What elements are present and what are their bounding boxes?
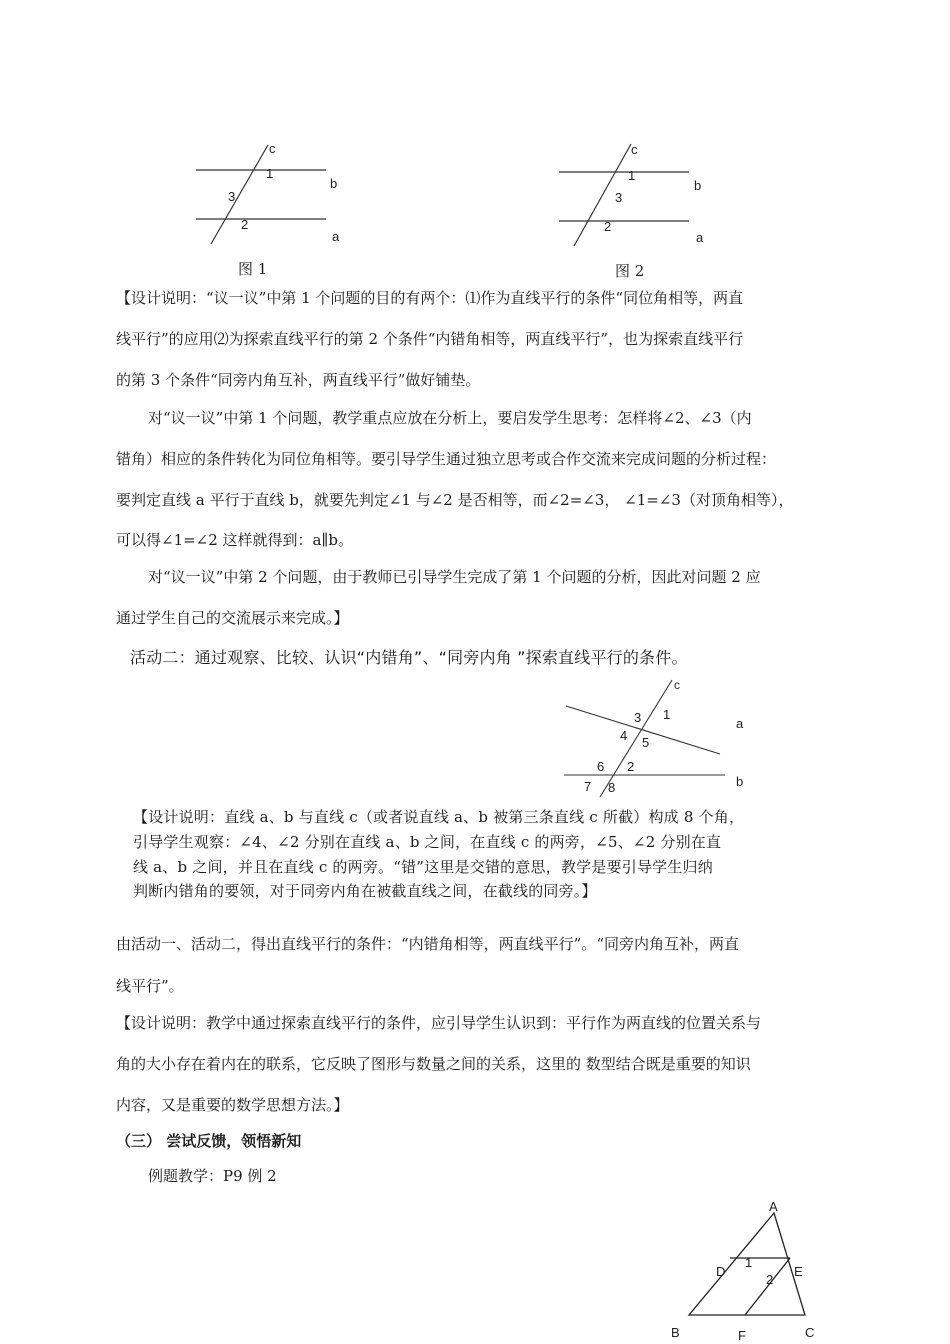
conclusion-line-2: 线平行”。: [116, 977, 184, 995]
figure-2: [555, 138, 725, 253]
line-c: [211, 145, 268, 244]
figure-3-diagram: [560, 672, 760, 797]
label-2: 2: [604, 219, 612, 234]
design-note-3-line-1: 【设计说明：教学中通过探索直线平行的条件，应引导学生认识到：平行作为两直线的位置关系与: [116, 1014, 762, 1032]
design-note-3-line-2: 角的大小存在着内在的联系，它反映了图形与数量之间的关系，这里的 数型结合既是重要的知识: [116, 1055, 751, 1073]
design-note-2-line-3: 线 a、b 之间，并且在直线 c 的两旁。“错”这里是交错的意思，教学是要引导学生归纳: [133, 858, 713, 876]
activity-2-heading: 活动二：通过观察、比较、认识“内错角”、“同旁内角 ”探索直线平行的条件。: [130, 648, 688, 667]
line-c: [574, 144, 631, 246]
label-a: a: [736, 716, 744, 731]
label-b: b: [694, 178, 702, 193]
design-note-2-line-4: 判断内错角的要领，对于同旁内角在被截直线之间，在截线的同旁。】: [133, 882, 597, 900]
design-note-2-line-1: 【设计说明：直线 a、b 与直线 c（或者说直线 a、b 被第三条直线 c 所截）构成 8 个角，: [133, 808, 745, 826]
figure-3: [560, 672, 760, 797]
label-2: 2: [627, 759, 635, 774]
label-2: 2: [241, 217, 249, 232]
figure-4-diagram: [660, 1195, 840, 1344]
label-1: 1: [266, 166, 274, 181]
paragraph-2-line-3: 要判定直线 a 平行于直线 b，就要先判定∠1 与∠2 是否相等，而∠2=∠3， ∠1=∠3（对顶角相等），: [116, 491, 794, 509]
figure-4: [660, 1195, 840, 1344]
label-7: 7: [584, 779, 592, 794]
label-a: a: [332, 229, 340, 244]
label-b: b: [330, 176, 338, 191]
figure-2-caption: 图 2: [615, 262, 645, 280]
paragraph-2-line-1: 对“议一议”中第 1 个问题，教学重点应放在分析上，要启发学生思考：怎样将∠2、∠3（内: [148, 409, 752, 427]
conclusion-line-1: 由活动一、活动二，得出直线平行的条件：“内错角相等，两直线平行”。“同旁内角互补，两直: [116, 935, 740, 953]
design-note-1-line-3: 的第 3 个条件“同旁内角互补，两直线平行”做好铺垫。: [116, 371, 481, 389]
label-1: 1: [628, 168, 636, 183]
design-note-1-line-2: 线平行”的应用⑵为探索直线平行的第 2 个条件“内错角相等，两直线平行”，也为探索直线平行: [116, 330, 744, 348]
label-c: c: [674, 678, 680, 692]
label-2: 2: [766, 1272, 774, 1287]
figure-2-diagram: [555, 138, 725, 253]
paragraph-2-line-4: 可以得∠1=∠2 这样就得到：a∥b。: [116, 531, 354, 549]
example-label: 例题教学：P9 例 2: [148, 1167, 277, 1185]
design-note-1-line-1: 【设计说明：“议一议”中第 1 个问题的目的有两个：⑴作为直线平行的条件“同位角相等，两直: [116, 289, 744, 307]
label-D: D: [716, 1264, 726, 1279]
label-3: 3: [634, 710, 642, 725]
label-1: 1: [745, 1255, 753, 1270]
label-3: 3: [615, 190, 623, 205]
label-4: 4: [620, 728, 628, 743]
label-b: b: [736, 774, 744, 789]
label-F: F: [738, 1328, 746, 1343]
label-5: 5: [642, 735, 650, 750]
label-B: B: [671, 1325, 680, 1340]
design-note-3-line-3: 内容，又是重要的数学思想方法。】: [116, 1096, 349, 1114]
label-8: 8: [608, 780, 616, 795]
figure-1-caption: 图 1: [238, 260, 268, 278]
label-1: 1: [663, 707, 671, 722]
label-c: c: [631, 142, 638, 157]
paragraph-2-line-2: 错角）相应的条件转化为同位角相等。要引导学生通过独立思考或合作交流来完成问题的分析过程：: [116, 450, 777, 468]
label-3: 3: [228, 189, 236, 204]
label-C: C: [805, 1325, 815, 1340]
label-6: 6: [597, 759, 605, 774]
design-note-2-line-2: 引导学生观察：∠4、∠2 分别在直线 a、b 之间，在直线 c 的两旁，∠5、∠2 分别在直: [133, 833, 722, 851]
label-a: a: [696, 230, 704, 245]
figure-1: [190, 138, 360, 253]
label-c: c: [269, 141, 276, 156]
paragraph-3-line-1: 对“议一议”中第 2 个问题，由于教师已引导学生完成了第 1 个问题的分析，因此对问题 2 应: [148, 568, 761, 586]
label-E: E: [794, 1264, 803, 1279]
section-3-heading: （三） 尝试反馈，领悟新知: [116, 1132, 302, 1150]
paragraph-3-line-2: 通过学生自己的交流展示来完成。】: [116, 609, 349, 627]
label-A: A: [769, 1199, 778, 1214]
figure-1-diagram: [190, 138, 360, 253]
